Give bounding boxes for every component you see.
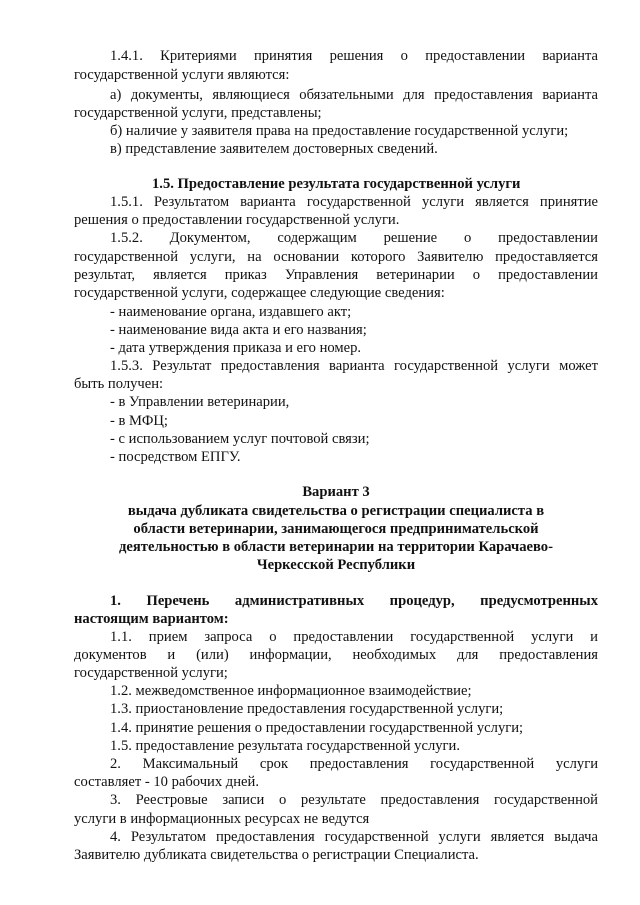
heading-1-5: 1.5. Предоставление результата государственной услуги	[152, 176, 521, 192]
list-item-1: - наименование органа, издавшего акт;	[110, 304, 352, 320]
para-3-line-1: 3. Реестровые записи о результате предоставления государственной	[110, 792, 598, 808]
para-1-5-2-line-1: 1.5.2. Документом, содержащим решение о предоставлении	[110, 230, 598, 246]
item-b: б) наличие у заявителя права на предоставление государственной услуги;	[110, 123, 569, 139]
list-item-6: - с использованием услуг почтовой связи;	[110, 431, 370, 447]
variant-subtitle-line-1: выдача дубликата свидетельства о регистрации специалиста в	[127, 503, 545, 519]
item-1-4: 1.4. принятие решения о предоставлении государственной услуги;	[110, 720, 524, 736]
para-1-5-2-line-2: государственной услуги, на основании которого Заявителю предоставляется	[74, 249, 598, 265]
list-item-2: - наименование вида акта и его названия;	[110, 322, 367, 338]
para-1-5-1-line-2: решения о предоставлении государственной услуги.	[74, 212, 400, 228]
para-3-line-2: услуги в информационных ресурсах не ведутся	[74, 811, 370, 827]
list-item-3: - дата утверждения приказа и его номер.	[110, 340, 362, 356]
para-2-line-1: 2. Максимальный срок предоставления государственной услуги	[110, 756, 598, 772]
list-item-5: - в МФЦ;	[110, 413, 168, 429]
list-item-7: - посредством ЕПГУ.	[110, 449, 241, 465]
variant-subtitle-line-3: деятельностью в области ветеринарии на территории Карачаево-	[119, 539, 553, 555]
list-item-4: - в Управлении ветеринарии,	[110, 394, 290, 410]
item-a-line-1: а) документы, являющиеся обязательными для предоставления варианта	[110, 87, 598, 103]
para-4-line-1: 4. Результатом предоставления государственной услуги является выдача	[110, 829, 598, 845]
item-1-3: 1.3. приостановление предоставления государственной услуги;	[110, 701, 504, 717]
para-4-line-2: Заявителю дубликата свидетельства о регистрации Специалиста.	[74, 847, 479, 863]
item-1-2: 1.2. межведомственное информационное взаимодействие;	[110, 683, 472, 699]
para-1-4-1-line-2: государственной услуги являются:	[74, 67, 290, 83]
para-2-line-2: составляет - 10 рабочих дней.	[74, 774, 259, 790]
para-1-5-3-line-1: 1.5.3. Результат предоставления варианта государственной услуги может	[110, 358, 598, 374]
variant-title: Вариант 3	[302, 484, 370, 500]
para-1-5-2-line-4: государственной услуги, содержащее следующие сведения:	[74, 285, 445, 301]
variant-subtitle-line-2: области ветеринарии, занимающегося предпринимательской	[133, 521, 539, 537]
para-1-5-3-line-2: быть получен:	[74, 376, 164, 392]
item-v: в) представление заявителем достоверных сведений.	[110, 141, 438, 157]
para-1-5-2-line-3: результат, является приказ Управления ветеринарии о предоставлении	[74, 267, 598, 283]
heading-1-line-2: настоящим вариантом:	[74, 611, 229, 627]
item-1-1-line-1: 1.1. прием запроса о предоставлении государственной услуги и	[110, 629, 598, 645]
heading-1-line-1: 1. Перечень административных процедур, предусмотренных	[110, 593, 598, 609]
para-1-5-1-line-1: 1.5.1. Результатом варианта государственной услуги является принятие	[110, 194, 598, 210]
variant-subtitle-line-4: Черкесской Республики	[256, 557, 416, 573]
para-1-4-1-line-1: 1.4.1. Критериями принятия решения о предоставлении варианта	[110, 48, 598, 64]
item-1-1-line-3: государственной услуги;	[74, 665, 228, 681]
item-1-5: 1.5. предоставление результата государственной услуги.	[110, 738, 460, 754]
item-1-1-line-2: документов и (или) информации, необходимых для предоставления	[74, 647, 598, 663]
item-a-line-2: государственной услуги, представлены;	[74, 105, 322, 121]
